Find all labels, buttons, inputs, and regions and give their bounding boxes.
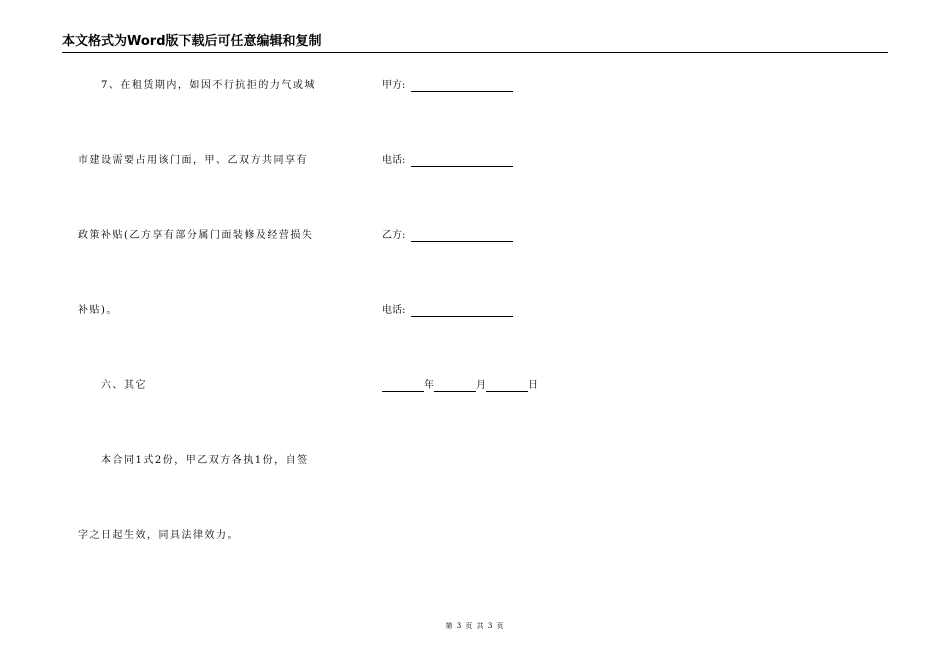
party-a-label: 甲方: (382, 80, 406, 91)
year-blank[interactable] (382, 382, 424, 392)
contract-copies-line-1: 本合同1式2份，甲乙双方各执1份，自签 (101, 455, 309, 466)
phone-b-blank[interactable] (411, 307, 513, 317)
clause-7-line-2: 市建设需要占用该门面，甲、乙双方共同享有 (78, 155, 308, 166)
month-blank[interactable] (434, 382, 476, 392)
header-title: 本文格式为Word版下载后可任意编辑和复制 (62, 34, 322, 49)
party-a-blank[interactable] (411, 82, 513, 92)
day-blank[interactable] (486, 382, 528, 392)
page-footer: 第 3 页 共 3 页 (445, 622, 505, 630)
clause-7-line-4: 补贴)。 (78, 305, 118, 316)
phone-b-label: 电话: (382, 305, 406, 316)
phone-a-blank[interactable] (411, 157, 513, 167)
date-row (382, 380, 538, 392)
party-b-label: 乙方: (382, 230, 406, 241)
clause-7-line-3: 政策补贴(乙方享有部分属门面装修及经营损失 (78, 230, 314, 241)
month-label: 月 (476, 380, 486, 391)
phone-a-row (382, 155, 513, 167)
phone-a-label: 电话: (382, 155, 406, 166)
page-header (62, 34, 888, 53)
year-label: 年 (424, 380, 434, 391)
party-b-blank[interactable] (411, 232, 513, 242)
clause-7-line-1: 7、在租赁期内，如因不行抗拒的力气或城 (101, 80, 316, 91)
party-b-row (382, 230, 513, 242)
phone-b-row (382, 305, 513, 317)
day-label: 日 (528, 380, 538, 391)
contract-copies-line-2: 字之日起生效，同具法律效力。 (78, 530, 239, 541)
section-6-heading: 六、其它 (101, 380, 147, 391)
party-a-row (382, 80, 513, 92)
